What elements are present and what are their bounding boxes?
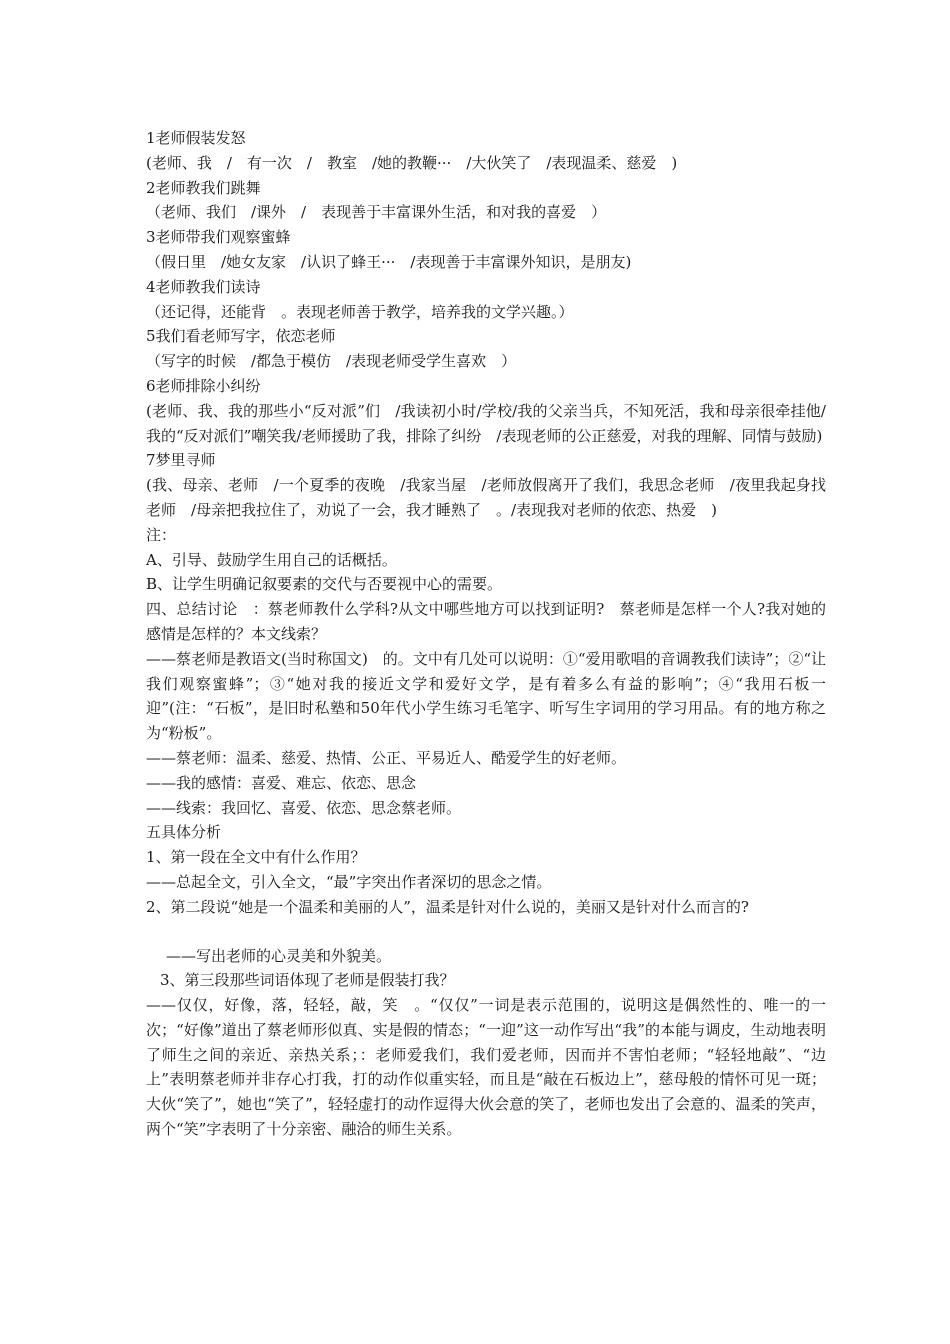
section-four-answer: ——蔡老师是教语文(当时称国文) 的。文中有几处可以说明：①“爱用歌唱的音调教我们读诗”；②“让我们观察蜜蜂”；③“她对我的接近文学和爱好文学，是有着多么有益的影响”；④“我用石板一迎”(注：“石板”，是旧时私塾和50年代小学生练习毛笔字、听写生字词用的学习用品。有的地方称之为“粉板”。 <box>146 649 826 743</box>
clue-line: ——线索：我回忆、喜爱、依恋、思念蔡老师。 <box>146 798 462 817</box>
note-a: A、引导、鼓励学生用自己的话概括。 <box>146 550 397 569</box>
answer-2: ——写出老师的心灵美和外貌美。 <box>166 946 392 965</box>
list-heading-6: 6老师排除小纠纷 <box>146 376 261 395</box>
list-detail-1: (老师、我 / 有一次 / 教室 /她的教鞭··· /大伙笑了 /表现温柔、慈爱 ) <box>146 153 678 172</box>
list-heading-4: 4老师教我们读诗 <box>146 277 261 296</box>
question-3: 3、第三段那些词语体现了老师是假装打我？ <box>160 971 455 990</box>
note-label: 注： <box>146 525 177 544</box>
list-detail-2: （老师、我们 /课外 / 表现善于丰富课外生活，和对我的喜爱 ） <box>146 203 607 222</box>
list-heading-7: 7梦里寻师 <box>146 451 216 470</box>
document-body <box>146 126 826 1142</box>
list-detail-4: （还记得，还能背 。表现老师善于教学，培养我的文学兴趣。） <box>146 302 574 321</box>
answer-3: ——仅仅，好像，落，轻轻，敲，笑 。“仅仅”一词是表示范围的，说明这是偶然性的、唯一的一次；“好像”道出了蔡老师形似真、实是假的情态；“一迎”这一动作写出“我”的本能与调皮，生动地表明了师生之间的亲近、亲热关系；：老师爱我们，我们爱老师，因而并不害怕老师；“轻轻地敲”、“边上”表明蔡老师并非存心打我，打的动作似重实轻，而且是“敲在石板边上”，慈母般的情怀可见一斑；大伙“笑了”，她也“笑了”，轻轻虚打的动作逗得大伙会意的笑了，老师也发出了会意的、温柔的笑声，两个“笑”字表明了十分亲密、融洽的师生关系。 <box>146 996 826 1139</box>
list-heading-1: 1老师假装发怒 <box>146 129 246 147</box>
section-five-heading: 五具体分析 <box>146 823 222 842</box>
list-heading-3: 3老师带我们观察蜜蜂 <box>146 228 291 247</box>
section-four-question: 四、总结讨论 ：蔡老师教什么学科?从文中哪些地方可以找到证明? 蔡老师是怎样一个人?我对她的感情是怎样的？本文线索？ <box>146 600 826 643</box>
list-detail-6: (老师、我、我的那些小“反对派”们 /我读初小时/学校/我的父亲当兵，不知死活，我和母亲很牵挂他/我的“反对派们”嘲笑我/老师援助了我，排除了纠纷 /表现老师的公正慈爱，对我的理解、同情与鼓励) <box>146 401 826 445</box>
question-2: 2、第二段说“她是一个温柔和美丽的人”，温柔是针对什么说的，美丽又是针对什么而言的? <box>146 897 749 916</box>
my-feelings: ——我的感情：喜爱、难忘、依恋、思念 <box>146 773 417 792</box>
blank-line <box>146 920 826 944</box>
list-detail-7: (我、母亲、老师 /一个夏季的夜晚 /我家当屋 /老师放假离开了我们，我思念老师 /夜里我起身找老师 /母亲把我拉住了，劝说了一会，我才睡熟了 。/表现我对老师的依恋、热爱 ) <box>146 476 826 519</box>
note-b: B、让学生明确记叙要素的交代与否要视中心的需要。 <box>146 575 503 594</box>
list-heading-2: 2老师教我们跳舞 <box>146 178 261 197</box>
list-detail-3: （假日里 /她女友家 /认识了蜂王··· /表现善于丰富课外知识，是朋友) <box>146 252 632 271</box>
list-detail-5: （写字的时候 /都急于模仿 /表现老师受学生喜欢 ） <box>146 352 517 371</box>
list-heading-5: 5我们看老师写字，依恋老师 <box>146 327 336 346</box>
teacher-traits: ——蔡老师：温柔、慈爱、热情、公正、平易近人、酷爱学生的好老师。 <box>146 748 627 767</box>
question-1: 1、第一段在全文中有什么作用？ <box>146 848 366 867</box>
answer-1: ——总起全文，引入全文，“最”字突出作者深切的思念之情。 <box>146 872 552 891</box>
